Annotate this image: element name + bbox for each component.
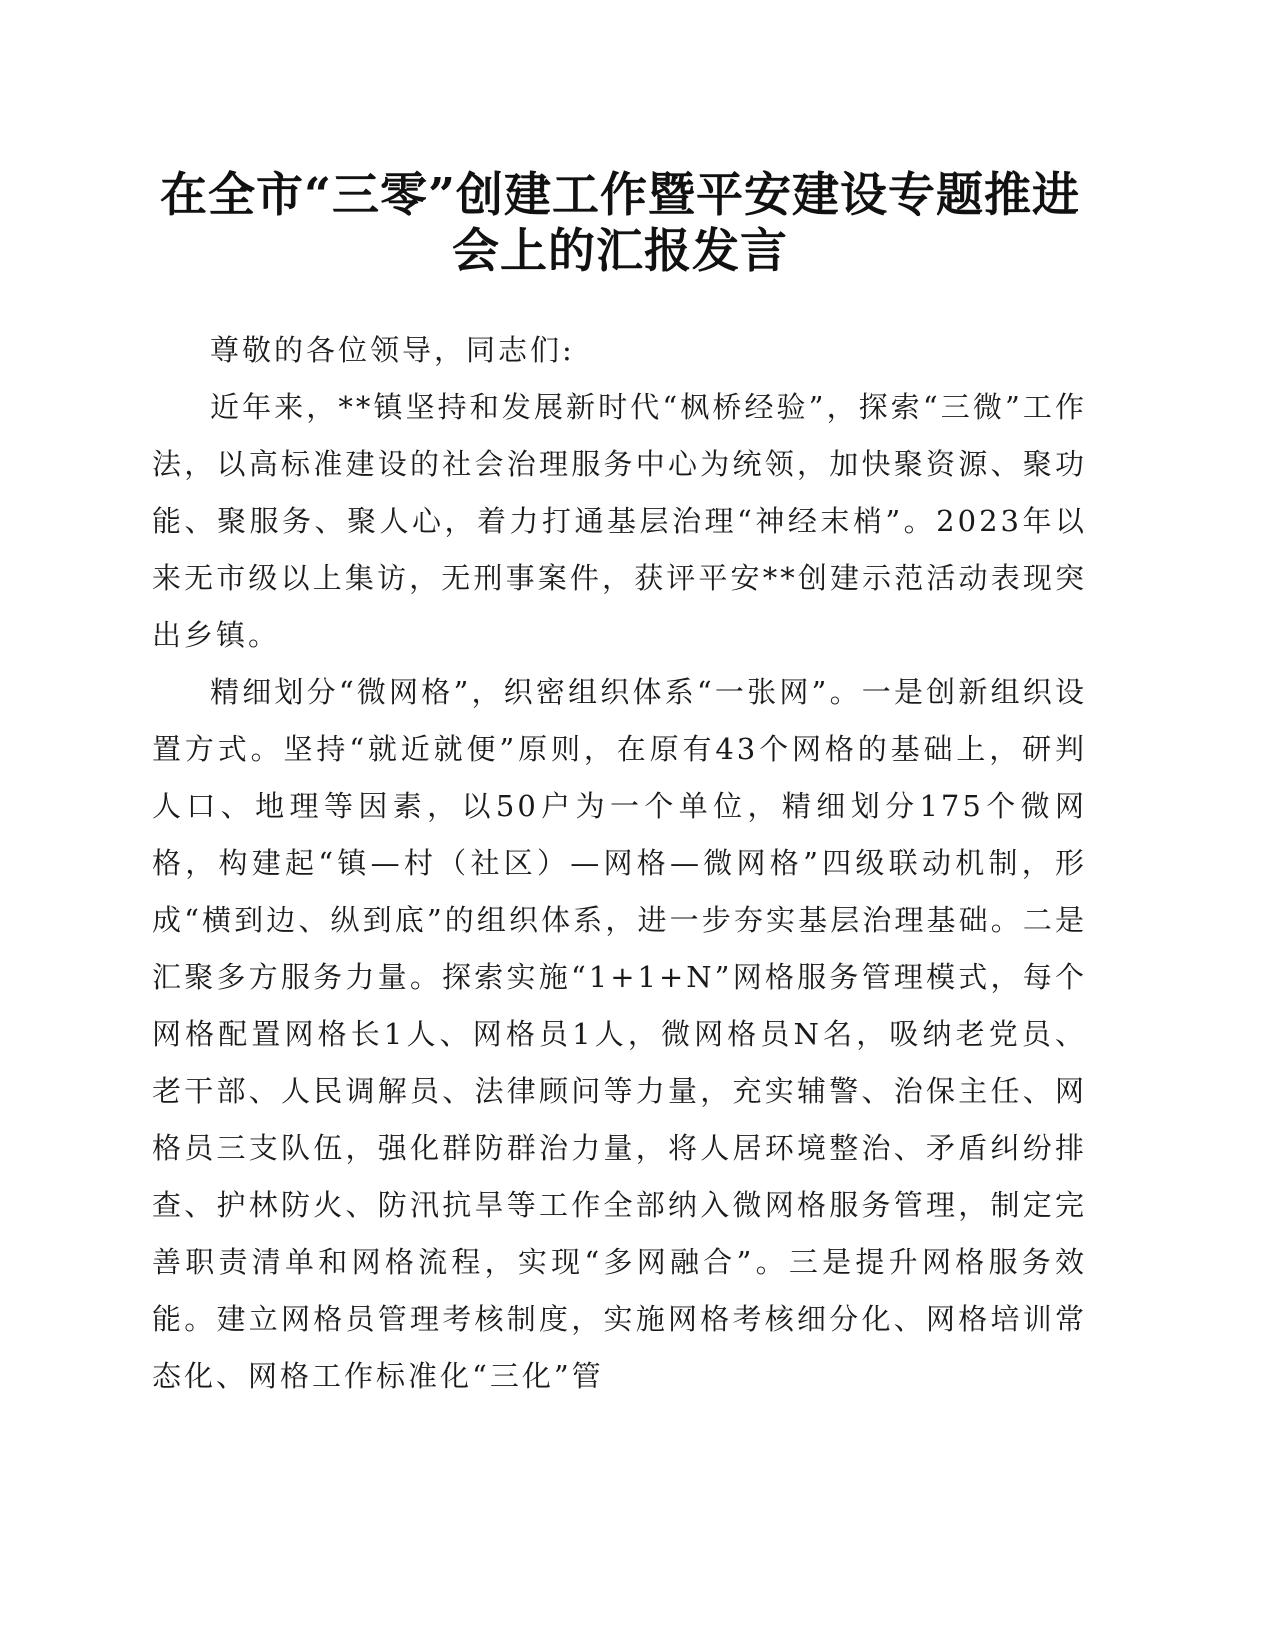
paragraph-intro: 近年来，**镇坚持和发展新时代“枫桥经验”，探索“三微”工作法，以高标准建设的社会治理服务中心为统领，加快聚资源、聚功能、聚服务、聚人心，着力打通基层治理“神经末梢”。2023年以来无市级以上集访，无刑事案件，获评平安**创建示范活动表现突出乡镇。: [152, 390, 1087, 652]
document-title: [150, 168, 1090, 280]
title-line-1: 在全市“三零”创建工作暨平安建设专题推进: [159, 168, 1081, 223]
title-line-2: 会上的汇报发言: [452, 224, 788, 279]
document-body: [152, 322, 1087, 1405]
salutation: 尊敬的各位领导，同志们:: [210, 333, 575, 367]
paragraph-grid: 精细划分“微网格”，织密组织体系“一张网”。一是创新组织设置方式。坚持“就近就便”原则，在原有43个网格的基础上，研判人口、地理等因素，以50户为一个单位，精细划分175个微网格，构建起“镇—村（社区）—网格—微网格”四级联动机制，形成“横到边、纵到底”的组织体系，进一步夯实基层治理基础。二是汇聚多方服务力量。探索实施“1+1+N”网格服务管理模式，每个网格配置网格长1人、网格员1人，微网格员N名，吸纳老党员、老干部、人民调解员、法律顾问等力量，充实辅警、治保主任、网格员三支队伍，强化群防群治力量，将人居环境整治、矛盾纠纷排查、护林防火、防汛抗旱等工作全部纳入微网格服务管理，制定完善职责清单和网格流程，实现“多网融合”。三是提升网格服务效能。建立网格员管理考核制度，实施网格考核细分化、网格培训常态化、网格工作标准化“三化”管: [152, 675, 1087, 1393]
